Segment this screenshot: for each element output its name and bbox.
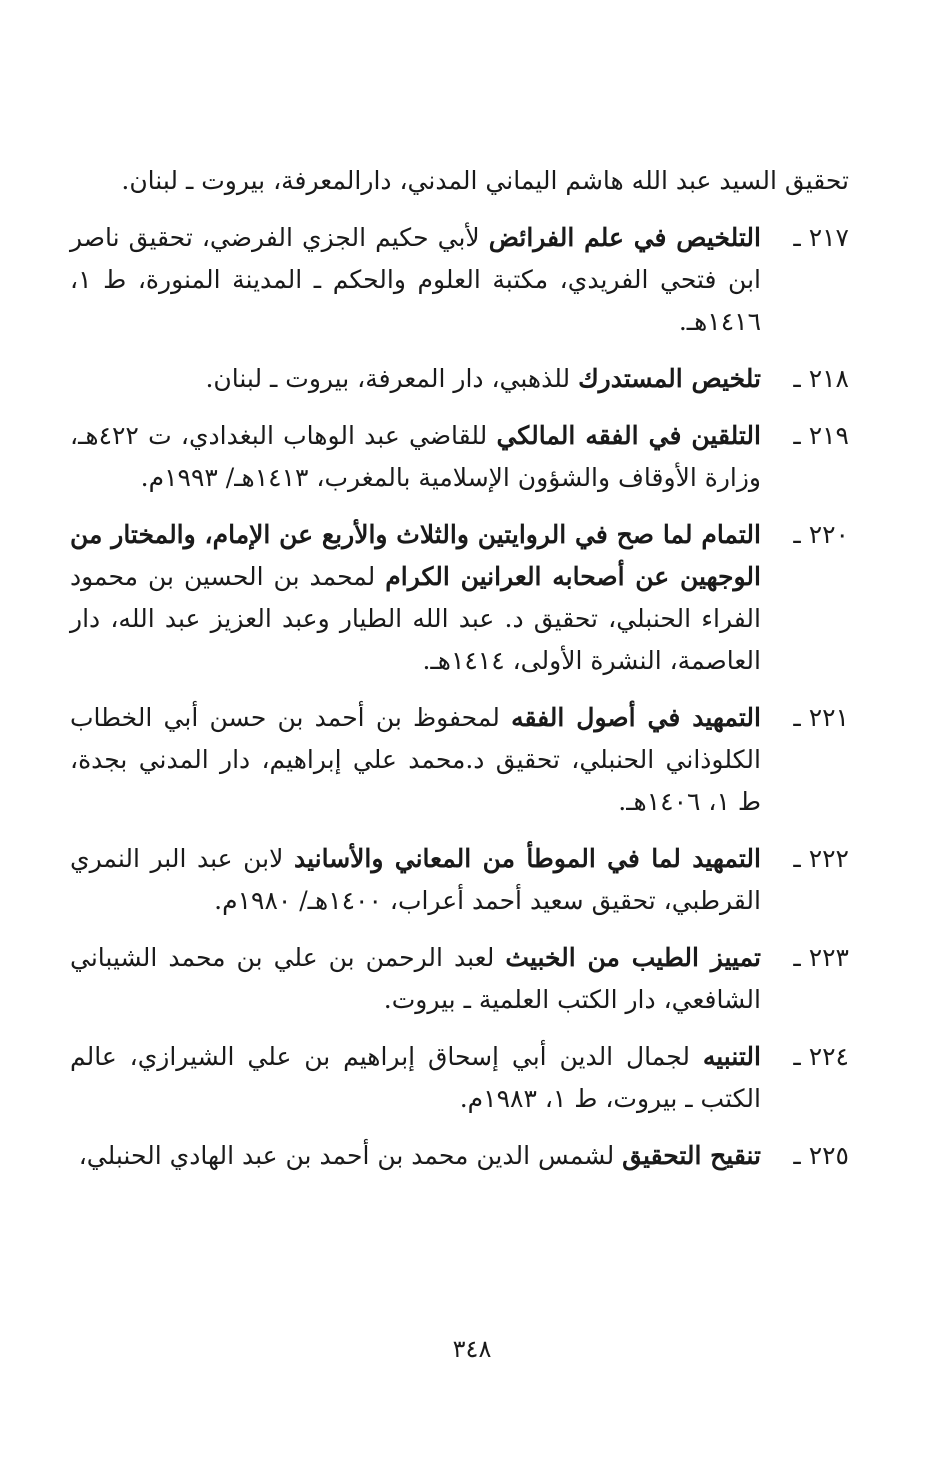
entry-details: لمحفوظ بن أحمد بن حسن أبي الخطاب الكلوذاني الحنبلي، تحقيق د.محمد علي إبراهيم، دار المدني بجدة، ط ١، ١٤٠٦هـ. bbox=[70, 703, 761, 816]
entry-text bbox=[70, 937, 761, 1021]
entry-details: للذهبي، دار المعرفة، بيروت ـ لبنان. bbox=[205, 364, 579, 393]
bibliography-entry bbox=[70, 1135, 849, 1177]
entry-details: لجمال الدين أبي إسحاق إبراهيم بن علي الشيرازي، عالم الكتب ـ بيروت، ط ١، ١٩٨٣م. bbox=[70, 1042, 761, 1113]
entry-title: تلخيص المستدرك bbox=[578, 364, 761, 393]
entry-text bbox=[70, 415, 761, 499]
entry-text bbox=[70, 217, 761, 343]
entry-details: لأبي حكيم الجزي الفرضي، تحقيق ناصر ابن فتحي الفريدي، مكتبة العلوم والحكم ـ المدينة المنورة، ط ١، ١٤١٦هـ. bbox=[70, 223, 761, 336]
entry-details: لعبد الرحمن بن علي بن محمد الشيباني الشافعي، دار الكتب العلمية ـ بيروت. bbox=[70, 943, 761, 1014]
entry-number: ٢٢٤ ـ bbox=[793, 1042, 849, 1071]
bibliography-entry bbox=[70, 937, 849, 1021]
entry-number: ٢٢٥ ـ bbox=[793, 1141, 849, 1170]
entry-number: ٢١٨ ـ bbox=[793, 364, 849, 393]
entry-title: التمهيد لما في الموطأ من المعاني والأسانيد bbox=[293, 844, 761, 873]
bibliography-entry bbox=[70, 838, 849, 922]
entry-title: تمييز الطيب من الخبيث bbox=[505, 943, 761, 972]
entry-text bbox=[70, 514, 761, 682]
entry-title: التلخيص في علم الفرائض bbox=[488, 223, 761, 252]
entry-title: التمام لما صح في الروايتين والثلاث والأربع عن الإمام، والمختار من الوجهين عن أصحابه العرانين الكرام bbox=[70, 520, 761, 591]
entry-details: لابن عبد البر النمري القرطبي، تحقيق سعيد أحمد أعراب، ١٤٠٠هـ/ ١٩٨٠م. bbox=[70, 844, 761, 915]
bibliography-entry bbox=[70, 514, 849, 682]
entry-text bbox=[70, 1036, 761, 1120]
entry-title: التمهيد في أصول الفقه bbox=[511, 703, 761, 732]
entry-details: لشمس الدين محمد بن أحمد بن عبد الهادي الحنبلي، bbox=[78, 1141, 623, 1170]
bibliography-entry bbox=[70, 415, 849, 499]
entry-details: لمحمد بن الحسين بن محمود الفراء الحنبلي، تحقيق د. عبد الله الطيار وعبد العزيز عبد الله، دار العاصمة، النشرة الأولى، ١٤١٤هـ. bbox=[70, 562, 761, 675]
entry-number: ٢١٧ ـ bbox=[793, 223, 849, 252]
page-body bbox=[70, 160, 849, 1192]
bibliography-entry bbox=[70, 1036, 849, 1120]
bibliography-entry bbox=[70, 217, 849, 343]
bibliography-list bbox=[70, 217, 849, 1177]
entry-text bbox=[70, 358, 761, 400]
entry-number: ٢٢٢ ـ bbox=[793, 844, 849, 873]
bibliography-entry bbox=[70, 358, 849, 400]
page-number: ٣٤٨ bbox=[452, 1335, 492, 1363]
entry-title: تنقيح التحقيق bbox=[622, 1141, 761, 1170]
entry-number: ٢٢٣ ـ bbox=[793, 943, 849, 972]
entry-text bbox=[70, 697, 761, 823]
entry-text bbox=[70, 1135, 761, 1177]
entry-number: ٢١٩ ـ bbox=[793, 421, 849, 450]
entry-title: التلقين في الفقه المالكي bbox=[496, 421, 761, 450]
continuation-text: تحقيق السيد عبد الله هاشم اليماني المدني، دارالمعرفة، بيروت ـ لبنان. bbox=[121, 166, 849, 195]
entry-number: ٢٢٠ ـ bbox=[793, 520, 849, 549]
bibliography-entry bbox=[70, 697, 849, 823]
entry-title: التنبيه bbox=[702, 1042, 761, 1071]
entry-details: للقاضي عبد الوهاب البغدادي، ت ٤٢٢هـ، وزارة الأوقاف والشؤون الإسلامية بالمغرب، ١٤١٣هـ/ ١٩٩٣م. bbox=[70, 421, 761, 492]
entry-text bbox=[70, 838, 761, 922]
entry-number: ٢٢١ ـ bbox=[793, 703, 849, 732]
